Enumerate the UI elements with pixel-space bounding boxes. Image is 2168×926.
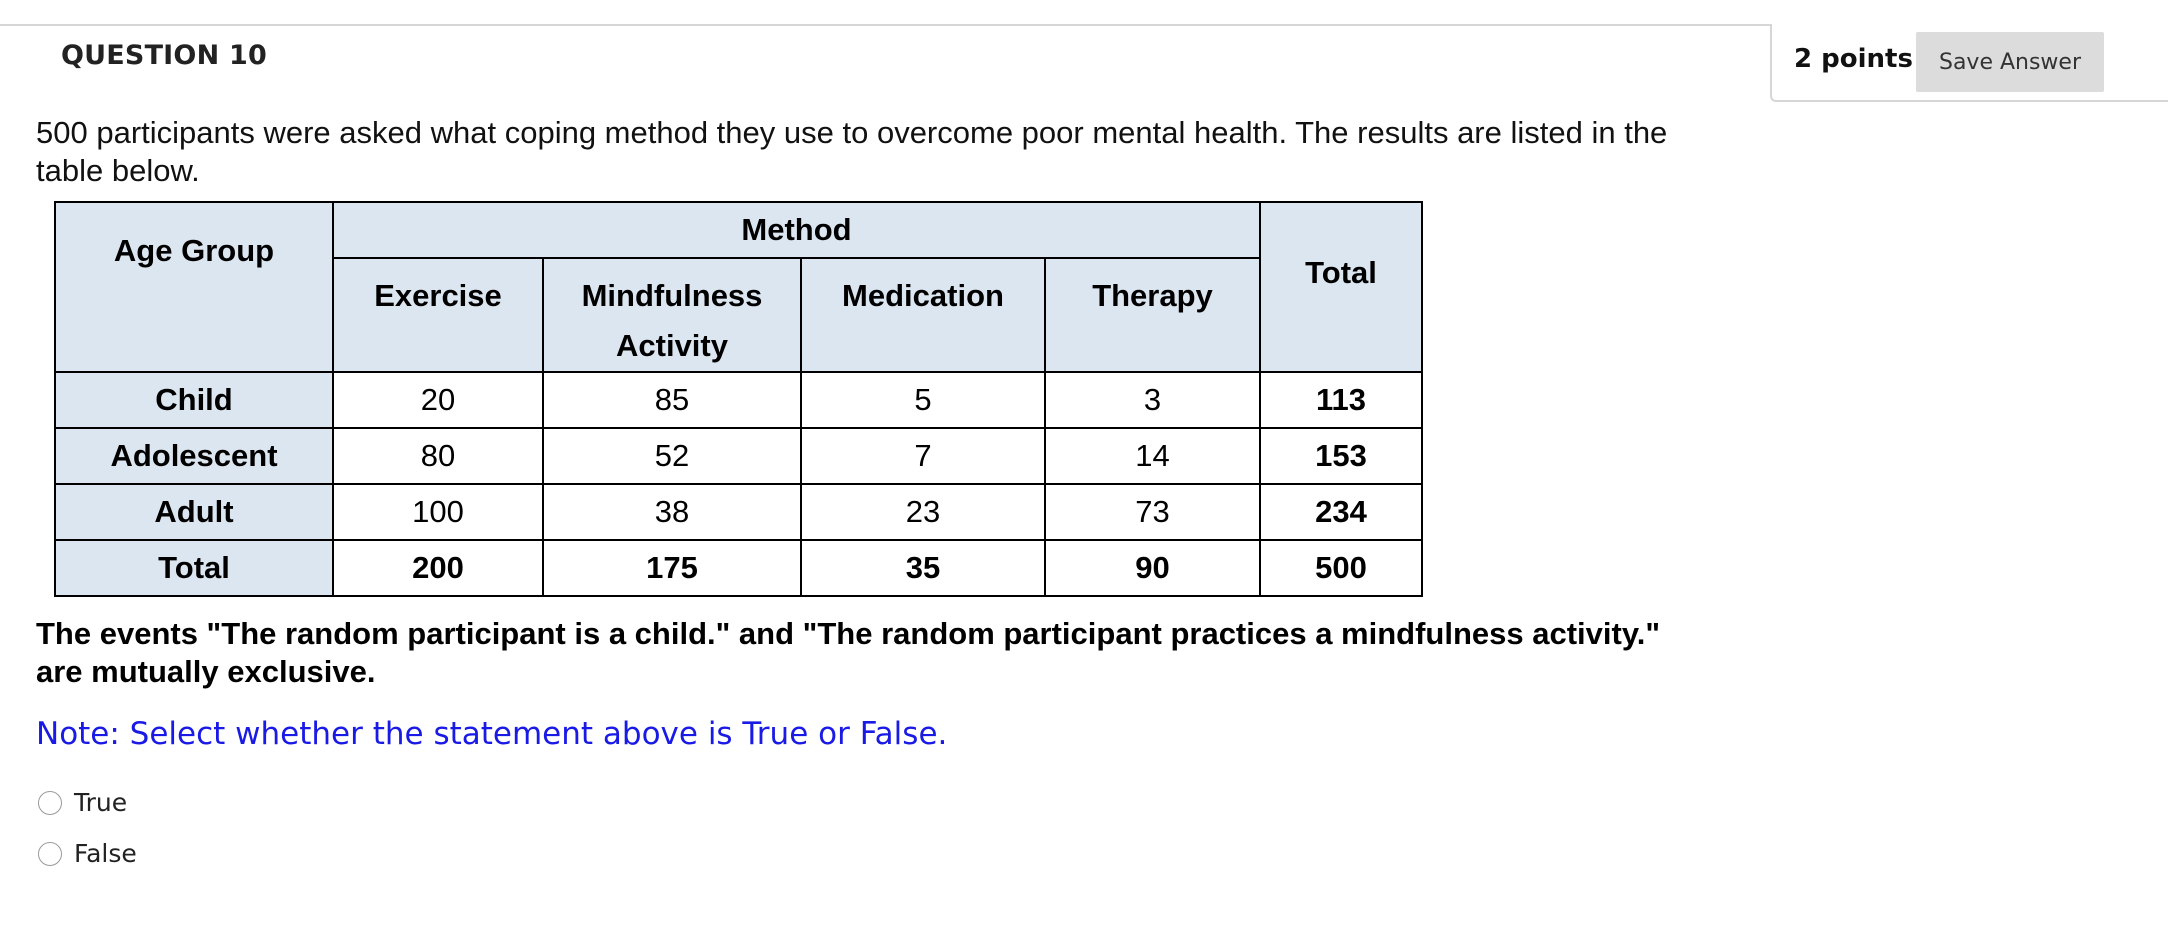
row-label: Child xyxy=(55,372,333,428)
total-column-header: Total xyxy=(1260,202,1422,372)
table-cell: 23 xyxy=(801,484,1045,540)
table-cell: 73 xyxy=(1045,484,1260,540)
column-header-mindfulness: Mindfulness Activity xyxy=(543,258,801,372)
save-answer-button[interactable]: Save Answer xyxy=(1916,32,2104,92)
row-total: 234 xyxy=(1260,484,1422,540)
instruction-note: Note: Select whether the statement above is True or False. xyxy=(36,716,948,752)
table-cell: 80 xyxy=(333,428,543,484)
question-prompt: 500 participants were asked what coping method they use to overcome poor mental health. The results are listed in the table below. xyxy=(36,115,1668,188)
column-header-therapy: Therapy xyxy=(1045,258,1260,372)
table-cell: 20 xyxy=(333,372,543,428)
table-cell: 85 xyxy=(543,372,801,428)
question-statement: The events "The random participant is a child." and "The random participant practices a mindfulness activity." are mutually exclusive. xyxy=(36,616,1661,689)
table-cell: 5 xyxy=(801,372,1045,428)
grand-total: 500 xyxy=(1260,540,1422,596)
table-row-adult xyxy=(55,484,1422,540)
column-header-exercise: Exercise xyxy=(333,258,543,372)
table-cell: 52 xyxy=(543,428,801,484)
row-label: Total xyxy=(55,540,333,596)
row-label: Adolescent xyxy=(55,428,333,484)
table-row-total xyxy=(55,540,1422,596)
radio-button[interactable] xyxy=(38,791,62,815)
table-row-adolescent xyxy=(55,428,1422,484)
table-cell: 38 xyxy=(543,484,801,540)
option-true[interactable] xyxy=(38,788,127,817)
points-label: 2 points xyxy=(1794,44,1913,74)
option-false[interactable] xyxy=(38,839,137,868)
method-header: Method xyxy=(333,202,1260,258)
option-label: True xyxy=(74,788,128,817)
question-title: QUESTION 10 xyxy=(61,40,267,71)
table-cell: 100 xyxy=(333,484,543,540)
row-total: 153 xyxy=(1260,428,1422,484)
table-cell: 7 xyxy=(801,428,1045,484)
column-total: 200 xyxy=(333,540,543,596)
option-label: False xyxy=(74,839,137,868)
column-total: 35 xyxy=(801,540,1045,596)
column-total: 90 xyxy=(1045,540,1260,596)
row-total: 113 xyxy=(1260,372,1422,428)
table-cell: 14 xyxy=(1045,428,1260,484)
contingency-table xyxy=(54,201,1423,597)
table-cell: 3 xyxy=(1045,372,1260,428)
table-row-child xyxy=(55,372,1422,428)
column-total: 175 xyxy=(543,540,801,596)
header-divider xyxy=(0,24,1772,26)
row-label: Adult xyxy=(55,484,333,540)
column-header-medication: Medication xyxy=(801,258,1045,372)
age-group-header: Age Group xyxy=(55,202,333,372)
radio-button[interactable] xyxy=(38,842,62,866)
